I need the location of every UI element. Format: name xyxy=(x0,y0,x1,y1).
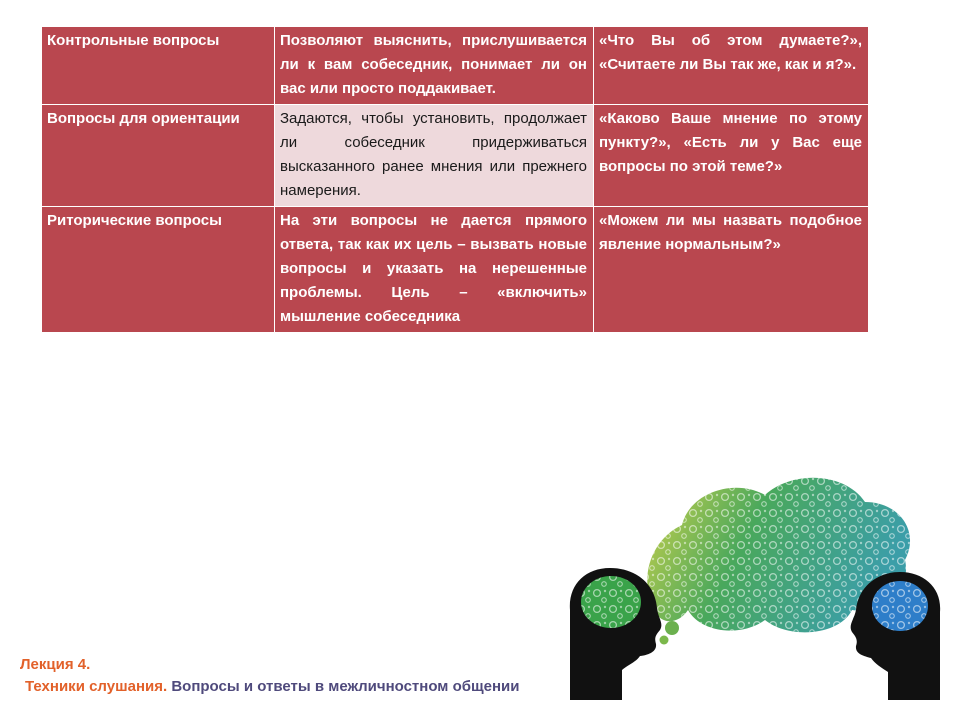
question-example-cell: «Можем ли мы назвать подобное явление нормальным?» xyxy=(594,207,869,333)
question-type-cell: Вопросы для ориентации xyxy=(42,105,275,207)
question-example-cell: «Каково Ваше мнение по этому пункту?», «Есть ли у Вас еще вопросы по этой теме?» xyxy=(594,105,869,207)
left-head-silhouette xyxy=(570,568,662,700)
right-head-silhouette xyxy=(851,572,940,700)
question-description-cell: Задаются, чтобы установить, продолжает ли собеседник придерживаться высказанного ранее мнения или прежнего намерения. xyxy=(275,105,594,207)
lecture-title-part1: Техники слушания xyxy=(25,678,163,695)
slide-footer xyxy=(20,654,520,698)
table-row xyxy=(42,27,869,105)
question-type-cell: Контрольные вопросы xyxy=(42,27,275,105)
lecture-title xyxy=(20,676,520,698)
lecture-number: Лекция 4. xyxy=(20,656,91,673)
question-type-cell: Риторические вопросы xyxy=(42,207,275,333)
question-example-cell: «Что Вы об этом думаете?», «Считаете ли Вы так же, как и я?». xyxy=(594,27,869,105)
lecture-title-part2: Вопросы и ответы в межличностном общении xyxy=(171,678,520,695)
table-row xyxy=(42,207,869,333)
table-row xyxy=(42,105,869,207)
lecture-title-separator: . xyxy=(162,678,172,695)
question-description-cell: На эти вопросы не дается прямого ответа, так как их цель – вызвать новые вопросы и указать на нерешенные проблемы. Цель – «включить» мышление собеседника xyxy=(275,207,594,333)
question-description-cell: Позволяют выяснить, прислушивается ли к вам собеседник, понимает ли он вас или просто поддакивает. xyxy=(275,27,594,105)
dialogue-heads-thought-cloud-icon xyxy=(560,460,950,700)
questions-table xyxy=(41,26,869,333)
